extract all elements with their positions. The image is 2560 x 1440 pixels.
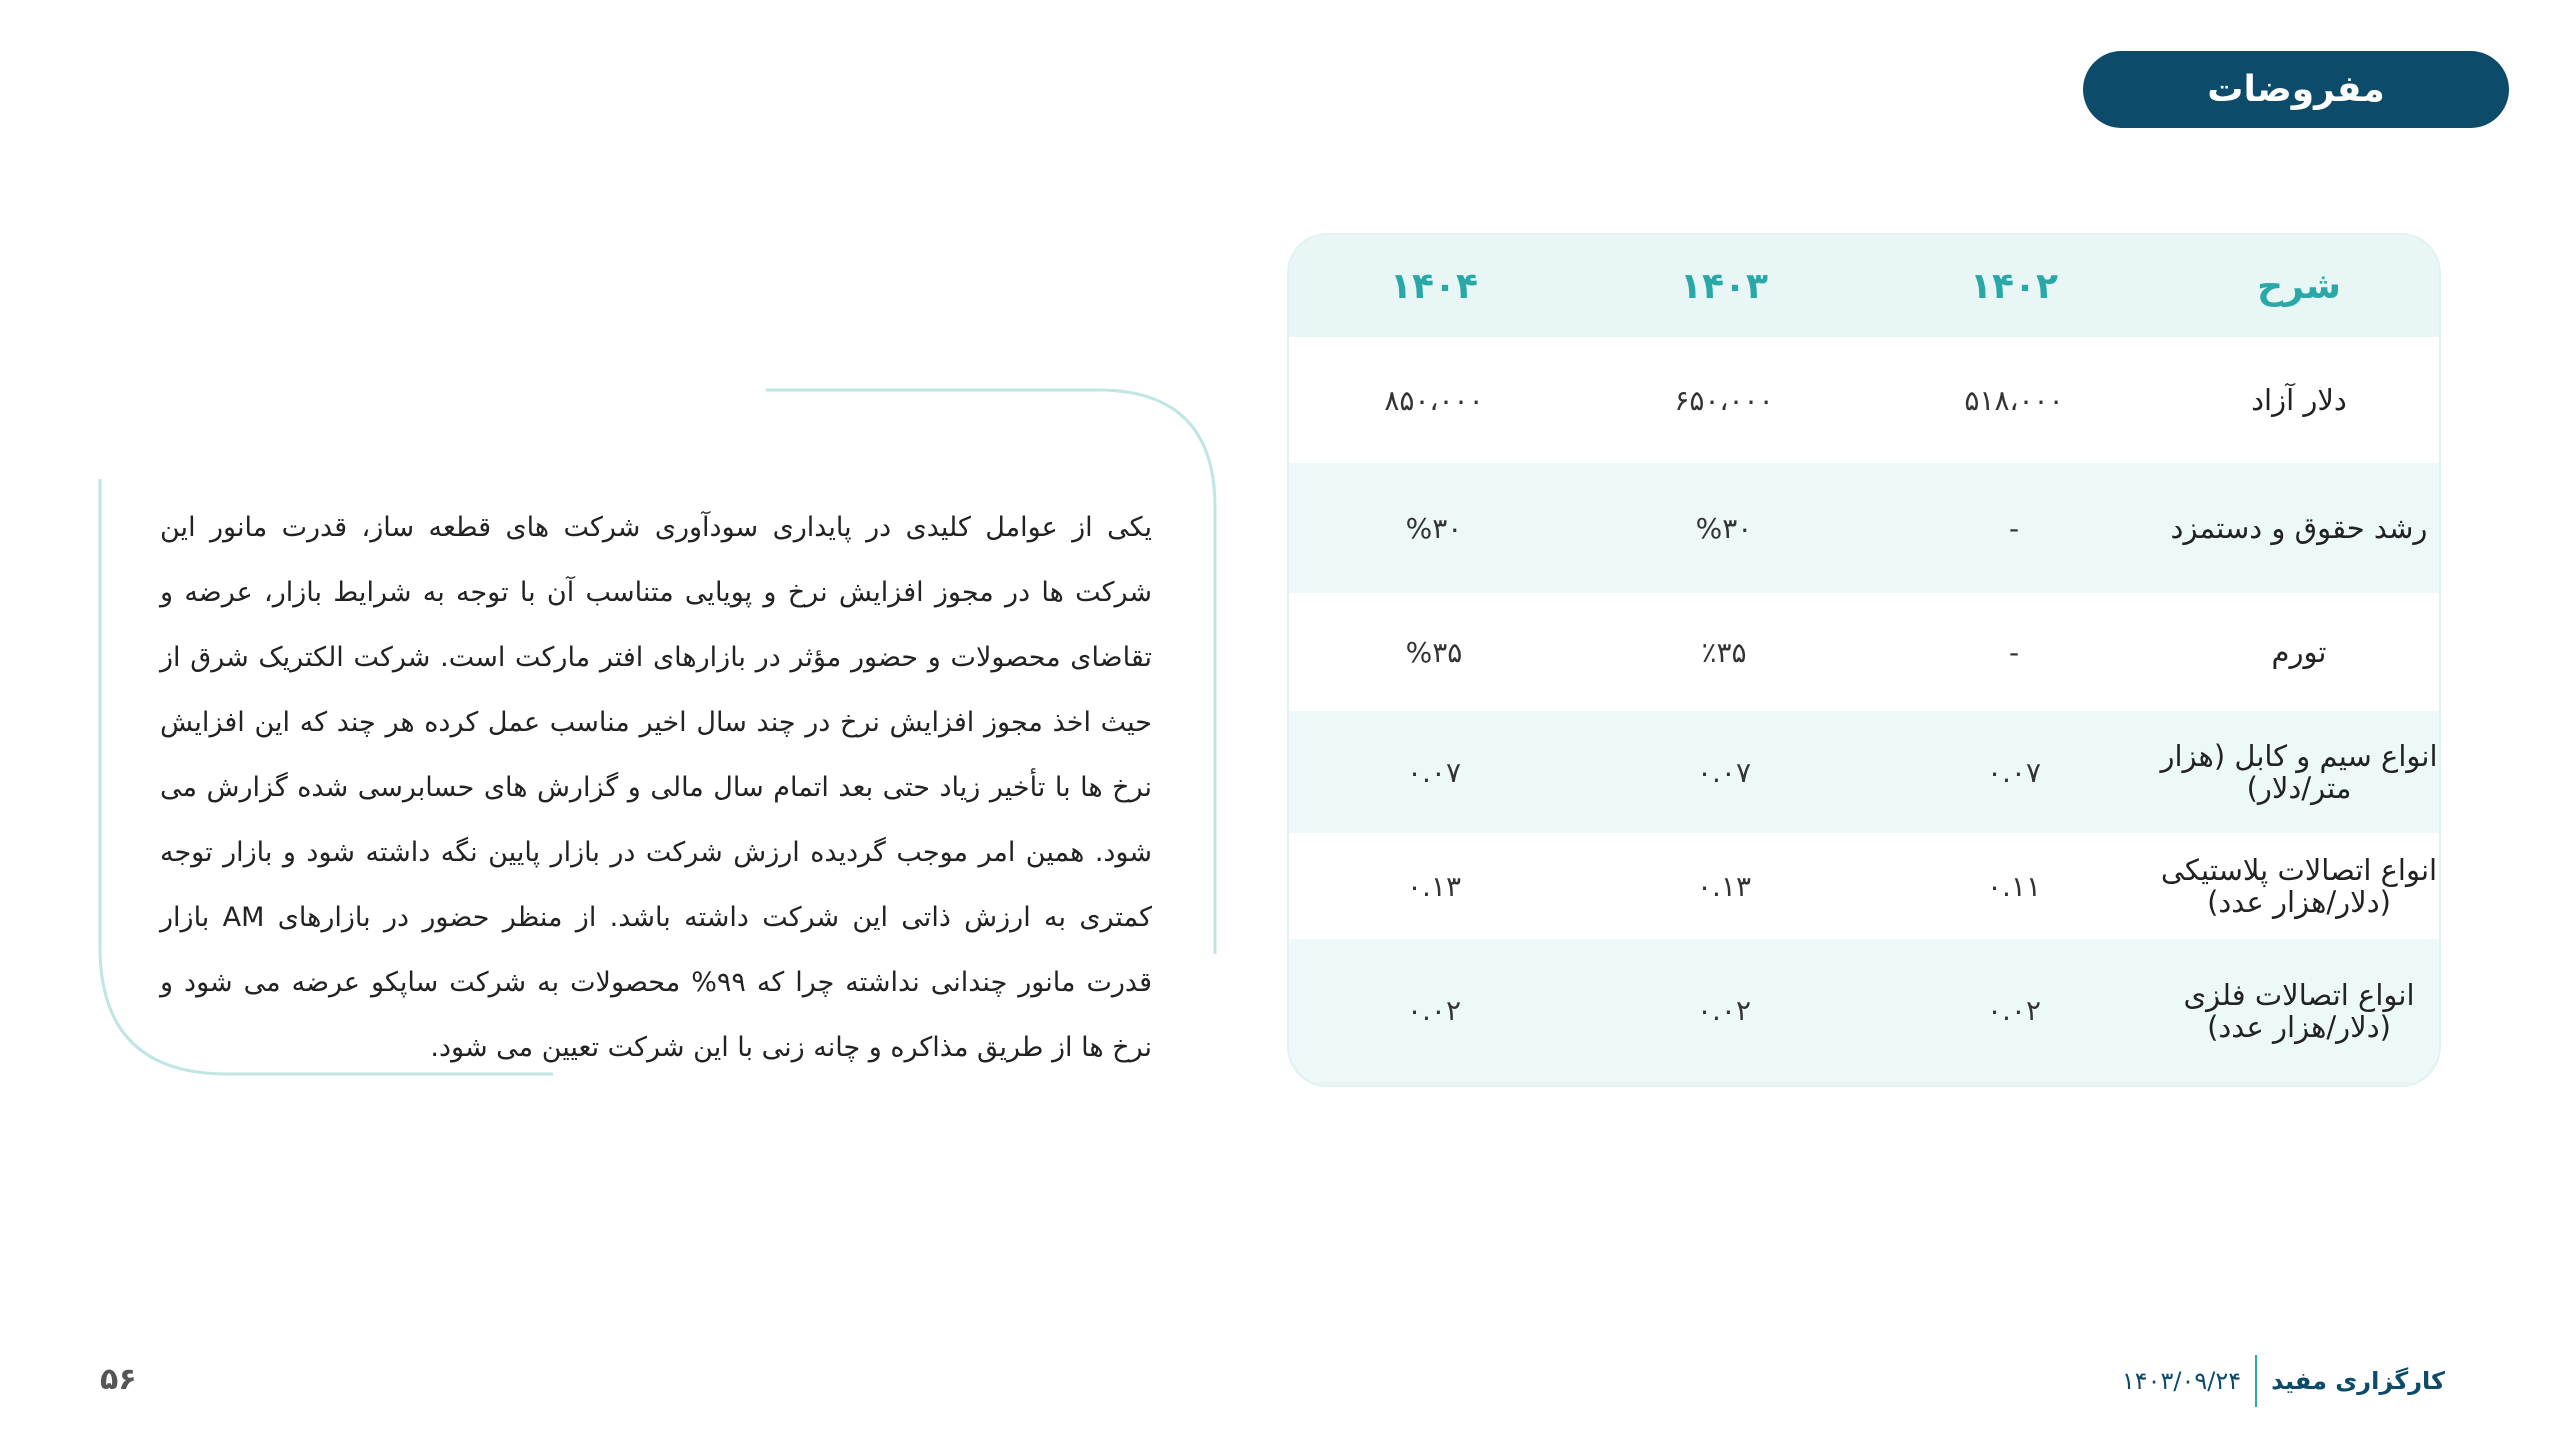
row-label: انواع اتصالات پلاستیکی (دلار/هزار عدد) — [2159, 833, 2439, 939]
table-row — [1289, 463, 2439, 593]
cell-1403: ۰.۱۳ — [1579, 833, 1869, 939]
cell-1403: ۶۵۰،۰۰۰ — [1579, 337, 1869, 463]
row-label: انواع اتصالات فلزی (دلار/هزار عدد) — [2159, 939, 2439, 1082]
column-header-1402: ۱۴۰۲ — [1869, 235, 2159, 337]
footer — [2122, 1355, 2445, 1407]
table-row — [1289, 833, 2439, 939]
cell-1403: ٪۳۵ — [1579, 593, 1869, 711]
page-title: مفروضات — [2083, 51, 2509, 128]
brand-name: کارگزاری مفید — [2271, 1367, 2445, 1395]
cell-1403: ۰.۰۷ — [1579, 711, 1869, 833]
assumptions-table-container — [1287, 233, 2441, 1087]
row-label: رشد حقوق و دستمزد — [2159, 463, 2439, 593]
table-row — [1289, 711, 2439, 833]
cell-1402: ۰.۰۷ — [1869, 711, 2159, 833]
column-header-description: شرح — [2159, 235, 2439, 337]
cell-1404: ۰.۱۳ — [1289, 833, 1579, 939]
column-header-1403: ۱۴۰۳ — [1579, 235, 1869, 337]
cell-1402: ۰.۱۱ — [1869, 833, 2159, 939]
cell-1404: ۰.۰۲ — [1289, 939, 1579, 1082]
page-number: ۵۶ — [100, 1362, 137, 1397]
body-paragraph: یکی از عوامل کلیدی در پایداری سودآوری شرکت های قطعه ساز، قدرت مانور این شرکت ها در مجوز افزایش نرخ و پویایی متناسب آن با توجه به شرایط بازار، عرضه و تقاضای محصولات و حضور مؤثر در بازارهای افتر مارکت است. شرکت الکتریک شرق از حیث اخذ مجوز افزایش نرخ در چند سال اخیر مناسب عمل کرده هر چند که این افزایش نرخ ها با تأخیر زیاد حتی بعد اتمام سال مالی و گزارش های حسابرسی شده گزارش می شود. همین امر موجب گردیده ارزش شرکت در بازار پایین نگه داشته شود و بازار توجه کمتری به ارزش ذاتی این شرکت داشته باشد. از منظر حضور در بازارهای AM بازار قدرت مانور چندانی نداشته چرا که ۹۹% محصولات به شرکت ساپکو عرضه می شود و نرخ ها از طریق مذاکره و چانه زنی با این شرکت تعیین می شود. — [160, 512, 1152, 1063]
table-header-row — [1289, 235, 2439, 337]
row-label: تورم — [2159, 593, 2439, 711]
cell-1403: ۰.۰۲ — [1579, 939, 1869, 1082]
assumptions-table — [1289, 235, 2439, 1082]
footer-divider — [2255, 1355, 2257, 1407]
column-header-1404: ۱۴۰۴ — [1289, 235, 1579, 337]
table-row — [1289, 939, 2439, 1082]
cell-1404: %۳۰ — [1289, 463, 1579, 593]
table-row — [1289, 593, 2439, 711]
cell-1403: %۳۰ — [1579, 463, 1869, 593]
cell-1402: - — [1869, 463, 2159, 593]
cell-1404: ۸۵۰،۰۰۰ — [1289, 337, 1579, 463]
row-label: انواع سیم و کابل (هزار متر/دلار) — [2159, 711, 2439, 833]
cell-1404: %۳۵ — [1289, 593, 1579, 711]
row-label: دلار آزاد — [2159, 337, 2439, 463]
cell-1402: ۰.۰۲ — [1869, 939, 2159, 1082]
cell-1402: - — [1869, 593, 2159, 711]
footer-date: ۱۴۰۳/۰۹/۲۴ — [2121, 1367, 2242, 1395]
cell-1404: ۰.۰۷ — [1289, 711, 1579, 833]
cell-1402: ۵۱۸،۰۰۰ — [1869, 337, 2159, 463]
table-row — [1289, 337, 2439, 463]
